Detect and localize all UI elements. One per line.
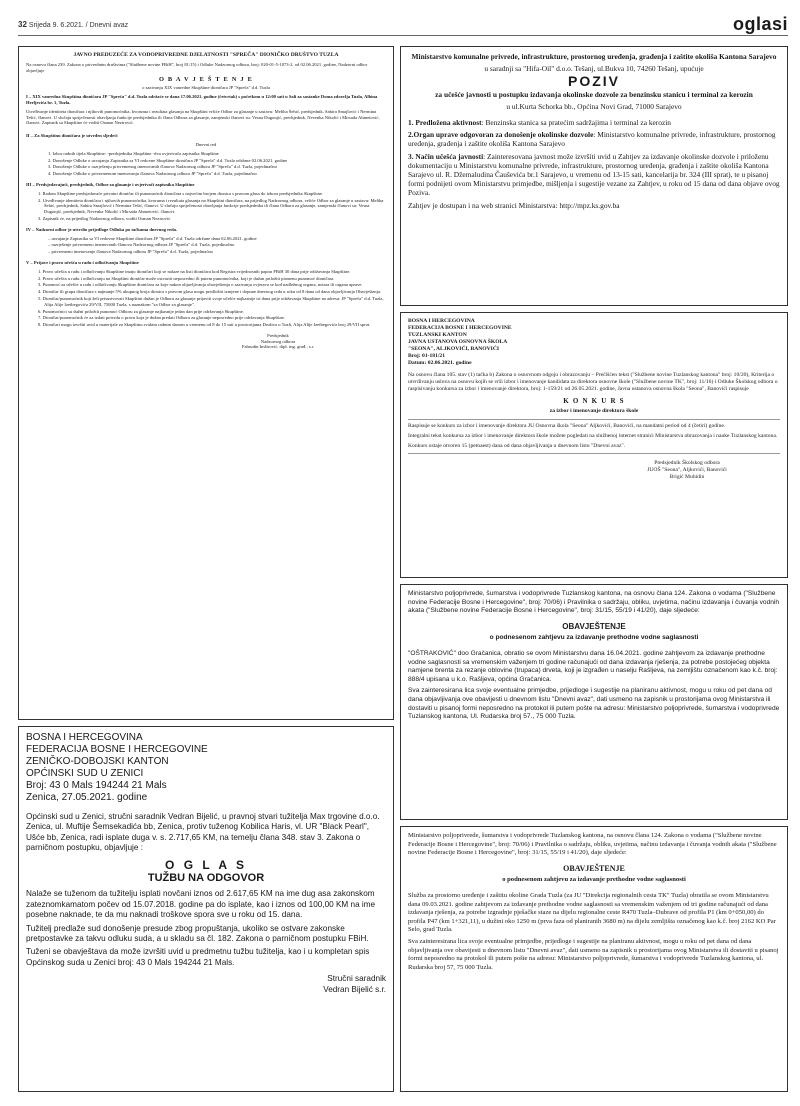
- section-I: I – XIX vanredna Skupština dioničara JP "Spreča" d.d. Tuzla održaće se dana 17.06.2021. godine (četvrtak) s početkom u 12:00 sati u Sali za sastanke Doma zdravlja Tuzla, Albina Herljevića br. 1, Tuzla.: [26, 94, 378, 105]
- header-line: ZENIČKO-DOBOJSKI KANTON: [26, 756, 169, 767]
- header-line: TUZLANSKI KANTON: [408, 332, 467, 338]
- item-3: [408, 152, 780, 198]
- notice-subtitle: za izbor i imenovanje direktora škole: [549, 408, 639, 414]
- list-item: 5. Dioničar/punomoćnik koji želi prisustvovati Skupštini dužan je Odboru za glasanje prijaviti svoje učešće najkasnije tri dana prije održavanja Skupštine na adresu: JP "Spreča" d.d. Tuzla, Alija Alije Izetbegovića 29/VII, 75000 Tuzla, s naznakom "za Odbor za glasanje".: [38, 295, 384, 307]
- list-item: 3. Punomoć za učešće u radu i odlučivanju Skupštine dioničara za koje nakon objavljivanja obavještenja o sazivanju ovjerava se kod nadležnog organa, notara ili organa uprave.: [38, 282, 363, 288]
- list-item: – razrješenje privremeno imenovanih članova Nadzornog odbora JP "Spreča" d.d. Tuzla, pojedinačno: [48, 242, 235, 248]
- header-line: Zenica, 27.05.2021. godine: [26, 792, 148, 803]
- signature-line: Predsjednik Školskog odbora: [654, 460, 720, 466]
- signature-line: Fahrudin Imširović, dipl. ing. građ., s.r.: [241, 344, 315, 350]
- body-paragraph: Tužitelj predlaže sud donošenje presude zbog propuštanja, ukoliko se ostvare zakonske pretpostavke za takvu odluku suda, a u skladu sa čl. 182. Zakona o parničnom postupku FBiH.: [26, 923, 369, 944]
- item-label: 2.Organ uprave odgovoran za donošenje okolinske dozvole: [408, 130, 594, 140]
- signature-line: Stručni saradnik: [327, 974, 386, 984]
- page-header: [18, 14, 788, 36]
- header-line: JAVNA USTANOVA OSNOVNA ŠKOLA: [408, 339, 508, 345]
- signature-line: Vedran Bijelić s.r.: [323, 984, 386, 994]
- signature-block: [170, 333, 386, 350]
- header-line: Broj: 43 0 Mals 194244 21 Mals: [26, 780, 167, 791]
- item-label: 1. Predložena aktivnost: [408, 118, 482, 128]
- body-paragraph: Nalaže se tuženom da tužitelju isplati novčani iznos od 2.617,65 KM na ime dug asa zakonskom zateznomkamatom počev od 15.07.2018. godine pa do isplate, kao i iznos od 100,00 KM na ime posebne naknade, te da mu naknadi troškove spora sve u roku od 15. dana.: [26, 889, 376, 920]
- signature-block: [26, 974, 386, 995]
- agenda-item: 3. Donošenje Odluke o razrješenju privremenog imenovanih članova Nadzornog odbora JP "Spreča" d.d. Tuzla, pojedinačno: [48, 164, 277, 170]
- header-line: Broj: 01-181/21: [408, 353, 446, 359]
- partner-line: u saradnji sa "Hifa-Oil" d.o.o. Tešanj, ul.Bukva 10, 74260 Tešanj, upućuje: [484, 64, 704, 74]
- section-II: II – Za Skupštinu dioničara je utvrđen sljedeći: [26, 133, 118, 139]
- section-V-list: [26, 269, 386, 328]
- signature-line: Predsjednik: [267, 332, 289, 338]
- section-IV-list: [26, 236, 386, 255]
- list-item: 1. Pravo učešća u radu i odlučivanju Skupštine imaju dioničari koji se nalaze na listi dioničara kod Registra vrijednosnih papira FBiH 30 dana prije održavanja Skupštine.: [38, 268, 351, 274]
- agenda-item: 1. Izbor radnih tijela Skupštine: -predsjednika Skupštine -dva ovjerivača zapisnika Skupštine: [48, 150, 219, 156]
- signature-line: Nadzornog odbora: [260, 338, 296, 344]
- section-III-list: [26, 191, 386, 222]
- notice-intro: Ministarstvo poljoprivrede, šumarstva i vodoprivrede Tuzlanskog kantona, na osnovu člana 124. Zakona o vodama ("Službene novine Federacije Bosne i Hercegovine", broj: 70/06) i Pravilnika o sadržaju, obliku, uvjetima, načinu izdavanja i čuvanja vodnih akata ("Službene novine Federacije Bosne i Hercegovine", broj: 31/15, 55/19 i 41/20), daje sljedeće:: [408, 832, 777, 857]
- body-paragraph: Tuženi se obavještava da može izvršiti uvid u predmetnu tužbu tužitelja, kao i u kompletan spis Općinskog suda u Zenici broj: 43 0 Mals 194244 21 Mals.: [26, 947, 370, 967]
- agenda-heading: Dnevni red: [195, 141, 217, 147]
- body-paragraph: Služba za prostorno uređenje i zaštitu okoline Grada Tuzla (za JU "Direkcija regionalnih cesta TK" Tuzla) obratila se ovom Ministarstvu dana 09.03.2021. godine zahtjevom za izdavanje prethodne vodne saglasnosti sa vremenskim važenjem od tri godine računajući od dana izdavanja rješenja, za potrebe izgradnje pješačke staze na dijelu regionalne ceste R470 Tuzla–Dubrave od profila P1 (km 0+050,00) do profila P47 (km 1+321,11), u dužini oko 1250 m (prva faza od planiranih 3680 m) na dijelu zemljišta označenog kao k.č. broj 2162 KO Par Selo, grad Tuzla.: [408, 891, 776, 934]
- header-line: FEDERACIJA BOSNE I HERCEGOVINE: [408, 325, 512, 331]
- header-line: BOSNA I HERCEGOVINA: [408, 318, 475, 324]
- notice-title: K O N K U R S: [563, 397, 625, 405]
- header-line: OPĆINSKI SUD U ZENICI: [26, 768, 144, 779]
- section-I-body: Utvrđivanje identiteta dioničara i njihovih punomoćnika, kvoruma i rezultata glasanja na Skupštini vršiće Odbor za glasanje u sastavu: Meliha Šehić, predsjednik, Sabira Smajlović i Nermina Tešić, članovi. U slučaju spriječenosti obavljanja funkcije predsjednika ili člana Odbora za glasanje, zamjenski članovi su: Vesna Dugonjić, predsjednik, Nevenka Nikolić i Mirsada Ahmetović, članovi. Zapisnik sa Skupštine će voditi Osman Nezirović.: [26, 108, 380, 126]
- notice-heading: JAVNO PREDUZEĆE ZA VODOPRIVREDNE DJELATNOSTI "SPREČA" DIONIČKO DRUŠTVO TUZLA: [73, 52, 339, 58]
- location-line: u ul.Kurta Schorka bb., Općina Novi Grad, 71000 Sarajevo: [506, 101, 682, 111]
- notice-title: O G L A S: [165, 857, 247, 872]
- list-item: 2. Pravo učešća u radu i odlučivanju na Skupštini dioničar može ostvariti neposredno ili putem punomoćnika, koji je dužan priložiti pismenu punomoć dioničara.: [38, 275, 335, 281]
- notice-subtitle: TUŽBU NA ODGOVOR: [147, 872, 265, 885]
- section-V: V – Prijave i pravo učešća u radu i odlučivanju Skupštine: [26, 259, 139, 265]
- issue-info: Srijeda 9. 6.2021. / Dnevni avaz: [28, 22, 129, 29]
- list-item: 2. Utvrđivanje identiteta dioničara i njihovih punomoćnika, kvoruma i rezultata glasanja na Skupštini dioničara, na prijedlog Nadzornog odbora, vršiće Odbor za glasanje u sastavu: Meliha Šehić, predsjednik, Sabira Smajlović i Nermina Tešić, članovi. U slučaju spriječenosti obavljanja funkcije predsjednika ili člana Odbora za glasanje, zamjenski članovi su: Vesna Dugonjić, predsjednik, Nevenka Nikolić i Mirsada Ahmetović, članovi.: [38, 197, 384, 215]
- signature-line: Brigić Muhidin: [669, 474, 705, 480]
- notice-intro: Na osnovu člana 105. stav (1) tačka b) Zakona o osnovnom odgoju i obrazovanju – Prečišćen tekst ("Službene novine Tuzlanskog kantona" broj: 10/20), Kriterija o utvrđivanju uslova na osnovu kojih se vrši izbor i imenovanje kandidata za direktora osnovne škole ("Službene novine TK", broj: 11/16) i Odluke Školskog odbora o raspisivanju konkursa za izbor i imenovanje direktora, broj: 1-159/21 od 26.05.2021. godine, Javna ustanova osnovna škola "Seona", Banovići raspisuje: [408, 372, 778, 392]
- list-item: 1. Radom Skupštine predsjedavaće privatni dioničar ili punomoćnik dioničara s najvećim brojem dionica s pravom glasa do izbora predsjednika Skupštine.: [38, 190, 324, 196]
- notice-title: O B A V J E Š T E N J E: [158, 75, 254, 83]
- header-line: "SEONA", ALJKOVIĆI, BANOVIĆI: [408, 346, 500, 352]
- agenda-item: 2. Donošenje Odluke o usvajanju Zapisnika sa VI redovne Skupštine dioničara JP "Spreča" d.d. Tuzla održane 02.06.2021. godine: [48, 157, 288, 163]
- item-1: [408, 118, 780, 127]
- item-text: : Benzinska stanica sa pratećim sadržajima i terminal za kerozin: [481, 118, 671, 128]
- section-III: III – Predsjedavajući, predsjednik, Odbor za glasanje i ovjerivači zapisnika Skupštine: [26, 181, 195, 187]
- notice-oglas-sud: [18, 726, 394, 1092]
- list-item: 4. Dioničar ili grupa dioničara s najmanje 5% ukupnog broja dionica s pravom glasa mogu predložiti izmjene i dopune dnevnog reda u roku od 8 dana od dana objavljivanja Obavještenja.: [38, 289, 382, 295]
- item-text: : Ministarstvo komunalne privrede, infrastrukture, prostornog uređenja, građenja i zaštite okoliša Kantona Sarajevo: [408, 130, 776, 149]
- notice-title: POZIV: [567, 73, 620, 90]
- notice-title: OBAVJEŠTENJE: [562, 621, 626, 631]
- header-line: Datum: 02.06.2021. godine: [408, 360, 472, 366]
- notice-subtitle: za učešće javnosti u postupku izdavanja okolinske dozvole za benzinsku stanicu i terminal za kerozin: [435, 89, 753, 99]
- section-IV: IV – Nadzorni odbor je utvrdio prijedloge Odluka po tačkama dnevnog reda.: [26, 226, 178, 232]
- list-item: – privremeno imenovanje članova Nadzornog odbora JP "Spreča" d.d. Tuzla, pojedinačno: [48, 249, 213, 255]
- list-item: 6. Punomoćnici su dužni priložiti punomoć Odboru za glasanje najkasnije jedan dan prije održavanja Skupštine.: [38, 308, 244, 314]
- signature-line: JUOŠ "Seona", Aljkovići, Banovići: [647, 467, 727, 473]
- notice-subtitle: o sazivanju XIX vanredne Skupštine dioničara JP "Spreča" d.d. Tuzla: [142, 85, 270, 91]
- notice-subtitle: o podnesenom zahtjevu za izdavanje prethodne vodne saglasnosti: [489, 634, 699, 642]
- notice-obavjestenje-tuzla: [400, 826, 788, 1092]
- notice-intro: Općinski sud u Zenici, stručni saradnik Vedran Bijelić, u pravnoj stvari tužitelja Max trgovine d.o.o. Zenica, ul. Muftije Šemsekadića bb, Zenica, protiv tuženog Kobilica Haris, vl. UR "Black Pearl", Ušće bb, Zenica, radi isplate duga v. s. 2.717,65 KM, na temelju člana 348. stav 3. Zakona o parničnom postupku, objavljuje :: [26, 812, 380, 853]
- page-meta: [18, 20, 128, 29]
- body-paragraph: Sva zainteresirana lica svoje eventualne primjedbe, prijedloge i sugestije na planiranu aktivnost, mogu u roku od pet dana od dana objavljivanja ove obavijesti u dnevnom listu "Dnevni avaz", dati usmeno na zapisnik u prostorijama ovog Ministarstva ili dostaviti u pisanoj formi neposredno na protokol ili putem pošte na adresu: Ministarstvo poljoprivrede, šumarstva i vodoprivrede Tuzlanskog kantona, Ul. Rudarska broj 57., 75 000 Tuzla.: [408, 687, 780, 721]
- page-number: 32: [18, 20, 27, 29]
- body-paragraph: Konkurs ostaje otvoren 15 (petnaest) dana od dana objavljivanja u dnevnom listu "Dnevni avaz".: [408, 443, 626, 449]
- header-line: BOSNA I HERCEGOVINA: [26, 732, 143, 743]
- item-label: 3. Način učešća javnosti: [408, 151, 484, 161]
- ministry-name: Ministarstvo komunalne privrede, infrastrukture, prostornog uređenja, građenja i zaštite okoliša Kantona Sarajevo: [411, 52, 777, 61]
- court-header: [26, 732, 386, 804]
- list-item: – usvajanje Zapisnika sa VI redovne Skupštine dioničara JP "Spreča" d.d. Tuzla održane dana 02.06.2021. godine: [48, 235, 257, 241]
- notice-title: OBAVJEŠTENJE: [563, 863, 625, 873]
- web-line: Zahtjev je dostupan i na web stranici Ministarstva: http://mpz.ks.gov.ba: [408, 200, 620, 210]
- body-paragraph: Raspisuje se konkurs za izbor i imenovanje direktora JU Osnovna škola "Seona" Aljkovići, Banovići, na mandatni period od 4 (četiri) godine.: [408, 423, 726, 429]
- item-text: : Zainteresovana javnost može izvršiti uvid u Zahtjev za izdavanje okolinske dozvole i priloženu dokumentaciju u Ministarstvu komunalne privrede, infrastrukture, prostornog uređenja, građenja i zaštite okoliša Kantona Sarajevo ul. R. Džemaludina Čauševića br.1 Sarajevo, u vremenu od 13-15 sati, kancelarija br. 324 (III sprat), te u pisanoj formi podnijeti ovom Ministarstvu primjedbe, mišljenja i sugestije vezane za Zahtjev, u roku od 15 dana od dana objave ovog Poziva.: [408, 151, 780, 198]
- notice-intro: Na osnovu člana 239. Zakona o privrednim društvima ("Službene novine FBiH", broj 81/15) i Odluke Nadzornog odbora, broj: 020-01-5-1073-2. od 02.06.2021. godine, Nadzorni odbor objavljuje: [26, 62, 368, 73]
- notice-spreca: [18, 46, 394, 720]
- notice-obavjestenje-ostrakovic: [400, 584, 788, 820]
- list-item: 3. Zapisnik će, na prijedlog Nadzornog odbora, voditi Osman Nezirović.: [38, 215, 172, 221]
- header-line: FEDERACIJA BOSNE I HERCEGOVINE: [26, 744, 208, 755]
- body-paragraph: Integralni tekst konkursa za izbor i imenovanje direktora škole možete pogledati na službenoj internet stranici Ministarstva obrazovanja i nauke Tuzlanskog kantona.: [408, 433, 778, 439]
- notice-konkurs: [400, 312, 788, 578]
- item-2: [408, 130, 780, 148]
- signature-block: [594, 460, 780, 481]
- agenda-list: [26, 151, 386, 177]
- notice-poziv: [400, 46, 788, 306]
- konkurs-body: [408, 419, 780, 454]
- list-item: 8. Dioničari mogu izvršiti uvid u materijale za Skupštinu svakim radnim danom u vremenu od 8 do 15 sati u prostorijama Društva u Tuzli, Alija Alije Izetbegovića broj 29/VII sprat.: [38, 322, 371, 328]
- list-item: 7. Dioničar/punomoćnik će za izdati potvrdu o pravu koja je dužan predati Odboru za glasanje neposredno prije održavanja Skupštine.: [38, 315, 285, 321]
- agenda-item: 4. Donošenje Odluke o privremenom imenovanju članova Nadzornog odbora JP "Spreča" d.d. Tuzla, pojedinačno: [48, 171, 257, 177]
- notice-subtitle: o podnesenom zahtjevu za izdavanje prethodne vodne saglasnosti: [502, 876, 686, 884]
- body-paragraph: "OŠTRAKOVIĆ" doo Gračanica, obratio se ovom Ministarstvu dana 16.04.2021. godine zahtjevom za izdavanje prethodne vodne saglasnosti sa vremenskim važenjem tri godine računajući od dana izdavanja rješenja, za potrebe postojećeg objekta namjene brenta za rezanje oblovine (trupaca) drveta, koji je izgrađen u naselju Rašljeva, na zemljištu označenom kao k.č. broj: 888/4 upisana u k.o. Rašljeva, općina Gračanica.: [408, 649, 778, 683]
- notice-intro: Ministarstvo poljoprivrede, šumarstva i vodoprivrede Tuzlanskog kantona, na osnovu člana 124. Zakona o vodama ("Službene novine Federacije Bosne i Hercegovine", broj: 70/06) i Pravilnika o sadržaju, obliku, uvjetima, načinu izdavanja i čuvanja vodnih akata ("Službene novine Federacije Bosne i Hercegovine", broj: 31/15, 55/19 i 41/20), daje sljedeće:: [408, 590, 780, 615]
- institution-header: [408, 318, 780, 367]
- section-title: oglasi: [732, 14, 788, 34]
- body-paragraph: Sva zainteresirana lica svoje eventualne primjedbe, prijedloge i sugestije na planiranu aktivnost, mogu u roku od pet dana od dana objavljivanja ove obavijesti u dnevnom listu "Dnevni avaz", dati usmeno na zapisnik u prostorijama ovog Ministarstva ili dostaviti u pisanoj formi neposredno na protokol ili putem pošte na adresu: Ministarstvo poljoprivrede, šumarstva i vodoprivrede Tuzlanskog kantona, ul. Rudarska broj 57, 75 000 Tuzla.: [408, 937, 779, 971]
